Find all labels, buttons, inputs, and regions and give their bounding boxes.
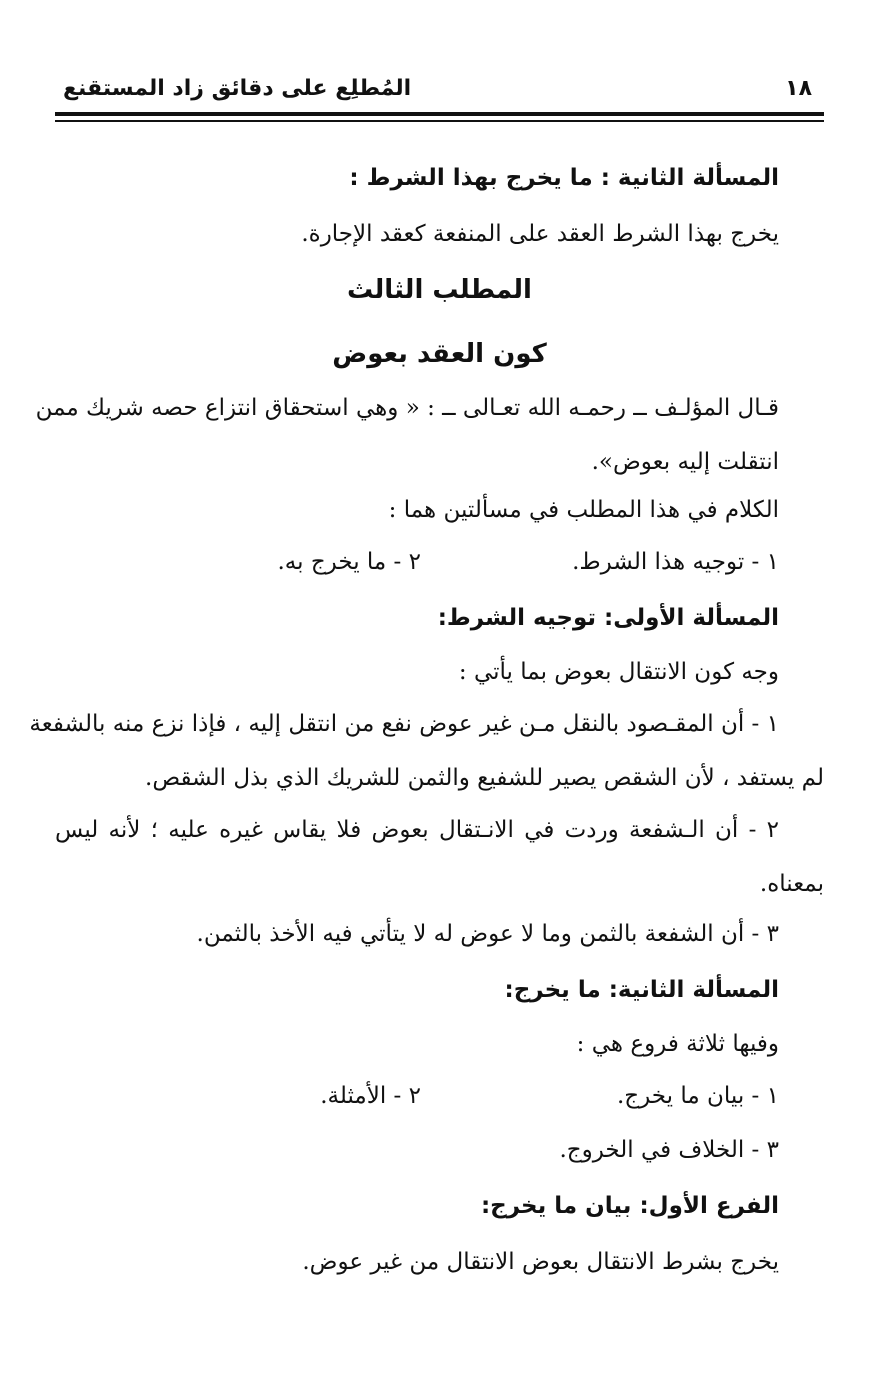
running-header (55, 66, 824, 110)
reason-3: ٣ - أن الشفعة بالثمن وما لا عوض له لا يتأتي فيه الأخذ بالثمن. (196, 921, 779, 947)
branch-one-text: يخرج بشرط الانتقال بعوض الانتقال من غير عوض. (302, 1249, 779, 1275)
reason-2-line-2: بمعناه. (759, 871, 824, 897)
question-one-intro: وجه كون الانتقال بعوض بما يأتي : (458, 659, 779, 685)
section-subtitle: كون العقد بعوض (332, 339, 547, 369)
running-title: المُطلِع على دقائق زاد المستقنع (63, 76, 412, 101)
branch-item-3: ٣ - الخلاف في الخروج. (559, 1137, 779, 1163)
question-two-b-heading: المسألة الثانية: ما يخرج: (504, 977, 779, 1003)
intro-item-2: ٢ - ما يخرج به. (277, 549, 421, 575)
section-title: المطلب الثالث (347, 275, 532, 305)
reason-1-line-1: ١ - أن المقـصود بالنقل مـن غير عوض نفع من انتقل إليه ، فإذا نزع منه بالشفعة (29, 711, 779, 737)
header-rule-thin (55, 120, 824, 122)
quote-line-1: قـال المؤلـف ــ رحمـه الله تعـالى ــ : « وهي استحقاق انتزاع حصه شريك ممن (35, 395, 779, 421)
branch-item-1: ١ - بيان ما يخرج. (616, 1083, 779, 1109)
question-two-heading: المسألة الثانية : ما يخرج بهذا الشرط : (349, 165, 779, 191)
intro-text: الكلام في هذا المطلب في مسألتين هما : (388, 497, 779, 523)
question-two-text: يخرج بهذا الشرط العقد على المنفعة كعقد الإجارة. (301, 221, 779, 247)
intro-item-1: ١ - توجيه هذا الشرط. (572, 549, 779, 575)
branch-item-2: ٢ - الأمثلة. (320, 1083, 421, 1109)
question-two-b-intro: وفيها ثلاثة فروع هي : (576, 1031, 779, 1057)
header-rule-thick (55, 112, 824, 116)
reason-1-line-2: لم يستفد ، لأن الشقص يصير للشفيع والثمن للشريك الذي بذل الشقص. (145, 765, 824, 791)
page-number: ١٨ (785, 76, 812, 101)
question-one-heading: المسألة الأولى: توجيه الشرط: (437, 605, 779, 631)
branch-one-heading: الفرع الأول: بيان ما يخرج: (480, 1193, 779, 1219)
reason-2-line-1: ٢ - أن الـشفعة وردت في الانـتقال بعوض فلا يقاس غيره عليه ؛ لأنه ليس (55, 817, 779, 843)
quote-line-2: انتقلت إليه بعوض». (591, 449, 779, 475)
